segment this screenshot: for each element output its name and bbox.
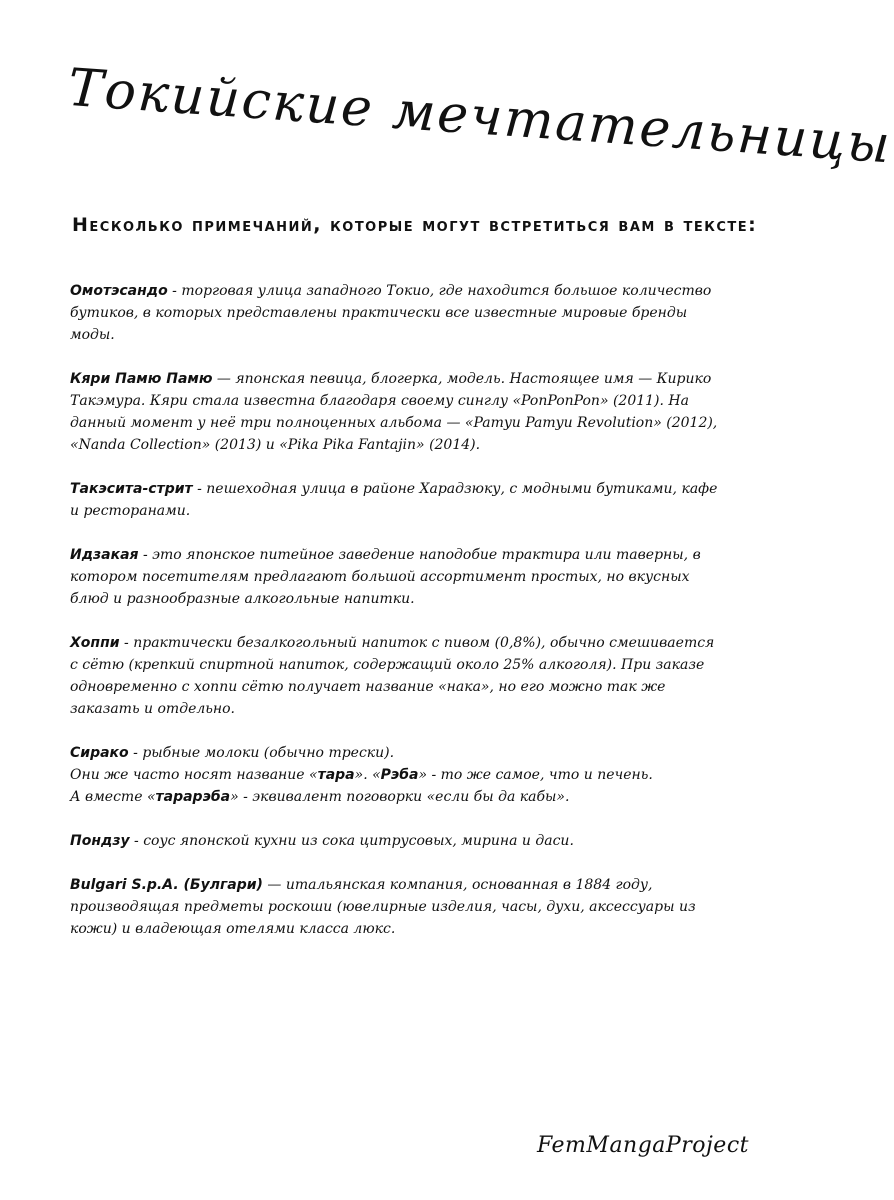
note-text: — японская певица, блогерка, модель. Настоящее имя — Кирико Такэмура. Кяри стала известна благодаря своему синглу «PonPonPon» (2011). На данный момент у неё три полноценных альбома — «Pamyu Pamyu Revolution» (2012), «Nanda Collection» (2013) и «Pika Pika Fantajin» (2014). [70,371,718,453]
note-shirako [70,742,720,808]
note-text: - пешеходная улица в районе Харадзюку, с модными бутиками, кафе и ресторанами. [70,481,718,519]
note-line [70,786,720,808]
notes-list [70,280,720,962]
note-kyary [70,368,720,456]
note-emphasis: тара [317,767,355,783]
note-term: Идзакая [70,547,139,563]
note-izakaya [70,544,720,610]
note-bulgari [70,874,720,940]
note-text: - практически безалкогольный напиток с пивом (0,8%), обычно смешивается с сётю (крепкий спиртной напиток, содержащий около 25% алкоголя). При заказе одновременно с хоппи сётю получает название «нака», но его можно так же заказать и отдельно. [70,635,715,717]
note-takeshita [70,478,720,522]
note-term: Пондзу [70,833,130,849]
note-text: - это японское питейное заведение наподобие трактира или таверны, в котором посетителям предлагают большой ассортимент простых, но вкусных блюд и разнообразные алкогольные напитки. [70,547,701,607]
note-emphasis: тарарэба [155,789,231,805]
note-text: — итальянская компания, основанная в 1884 году, производящая предметы роскоши (ювелирные изделия, часы, духи, аксессуары из кожи) и владеющая отелями класса люкс. [70,877,696,937]
note-text: » - то же самое, что и печень. [418,767,653,783]
note-ponzu [70,830,720,852]
credit-watermark: FemMangaProject [536,1133,749,1158]
note-text: Они же часто носят название « [70,767,318,783]
note-text: » - эквивалент поговорки «если бы да кабы». [230,789,570,805]
note-text: - торговая улица западного Токио, где находится большое количество бутиков, в которых представлены практически все известные мировые бренды моды. [70,283,712,343]
note-term: Омотэсандо [70,283,168,299]
note-text: - соус японской кухни из сока цитрусовых, мирина и даси. [129,833,574,849]
note-omotesando [70,280,720,346]
page-title: Токийские мечтательницы [66,58,894,176]
note-term: Кяри Памю Памю [70,371,213,387]
note-text: ». « [354,767,381,783]
note-text: А вместе « [70,789,156,805]
note-line [70,742,720,764]
note-text: - рыбные молоки (обычно трески). [128,745,395,761]
note-hoppy [70,632,720,720]
notes-heading: Несколько примечаний, которые могут встретиться вам в тексте: [72,214,758,236]
note-line [70,764,720,786]
note-term: Bulgari S.p.A. (Булгари) [70,877,263,893]
note-term: Хоппи [70,635,120,651]
note-term: Такэсита-стрит [70,481,193,497]
note-term: Сирако [70,745,129,761]
note-emphasis: Рэба [380,767,419,783]
